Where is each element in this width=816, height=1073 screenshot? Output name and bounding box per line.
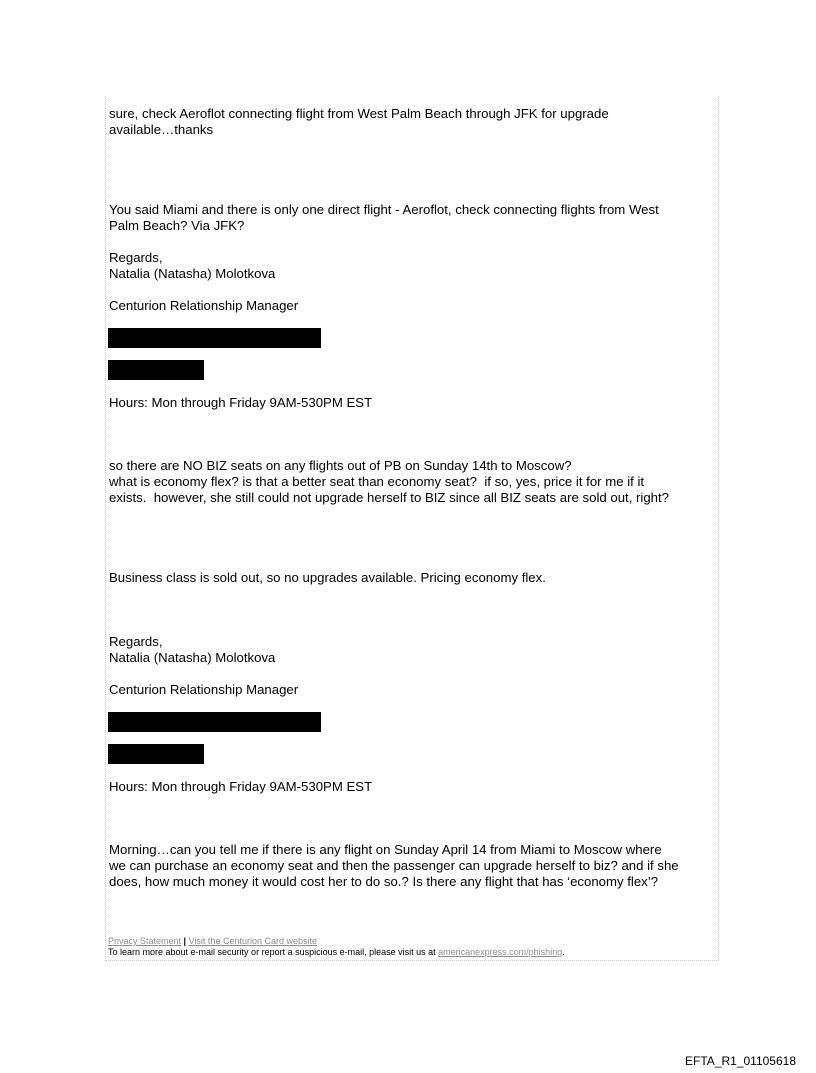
signature-hours: Hours: Mon through Friday 9AM-530PM EST xyxy=(109,395,373,410)
message-original: Morning…can you tell me if there is any flight on Sunday April 14 from Miami to Moscow where we can purchase an economy seat and then the passenger can upgrade herself to biz? and if she does, how much money it would cost her to do so.? Is there any flight that has ‘economy flex’? xyxy=(109,842,679,889)
signature-hours: Hours: Mon through Friday 9AM-530PM EST xyxy=(109,779,373,794)
signature-regards: Regards, xyxy=(109,634,163,649)
document-id: EFTA_R1_01105618 xyxy=(685,1054,796,1068)
message-reply-4: Business class is sold out, so no upgrades available. Pricing economy flex. xyxy=(109,570,546,585)
redaction-block xyxy=(108,328,321,348)
signature-name: Natalia (Natasha) Molotkova xyxy=(109,266,276,281)
redaction-block xyxy=(108,744,204,764)
message-reply-3: so there are NO BIZ seats on any flights out of PB on Sunday 14th to Moscow? what is economy flex? is that a better seat than economy seat? if so, yes, price it for me if it exists. however, she still could not upgrade herself to BIZ since all BIZ seats are sold out, right? xyxy=(109,458,670,505)
signature-title: Centurion Relationship Manager xyxy=(109,682,299,697)
privacy-statement-link[interactable]: Privacy Statement xyxy=(108,936,182,946)
signature-name: Natalia (Natasha) Molotkova xyxy=(109,650,276,665)
footer-links xyxy=(108,936,317,946)
footer-security-note xyxy=(108,947,565,957)
signature-title: Centurion Relationship Manager xyxy=(109,298,299,313)
security-period: . xyxy=(562,947,565,957)
security-text: To learn more about e-mail security or report a suspicious e-mail, please visit us at xyxy=(108,947,439,957)
message-reply-2: You said Miami and there is only one direct flight - Aeroflot, check connecting flights from West Palm Beach? Via JFK? xyxy=(109,202,659,233)
phishing-link[interactable]: americanexpress.com/phishing xyxy=(438,947,563,957)
footer-separator: | xyxy=(183,936,187,946)
message-reply-1: sure, check Aeroflot connecting flight from West Palm Beach through JFK for upgrade available…thanks xyxy=(109,106,609,137)
signature-regards: Regards, xyxy=(109,250,163,265)
redaction-block xyxy=(108,712,321,732)
redaction-block xyxy=(108,360,204,380)
centurion-website-link[interactable]: Visit the Centurion Card website xyxy=(188,936,317,946)
